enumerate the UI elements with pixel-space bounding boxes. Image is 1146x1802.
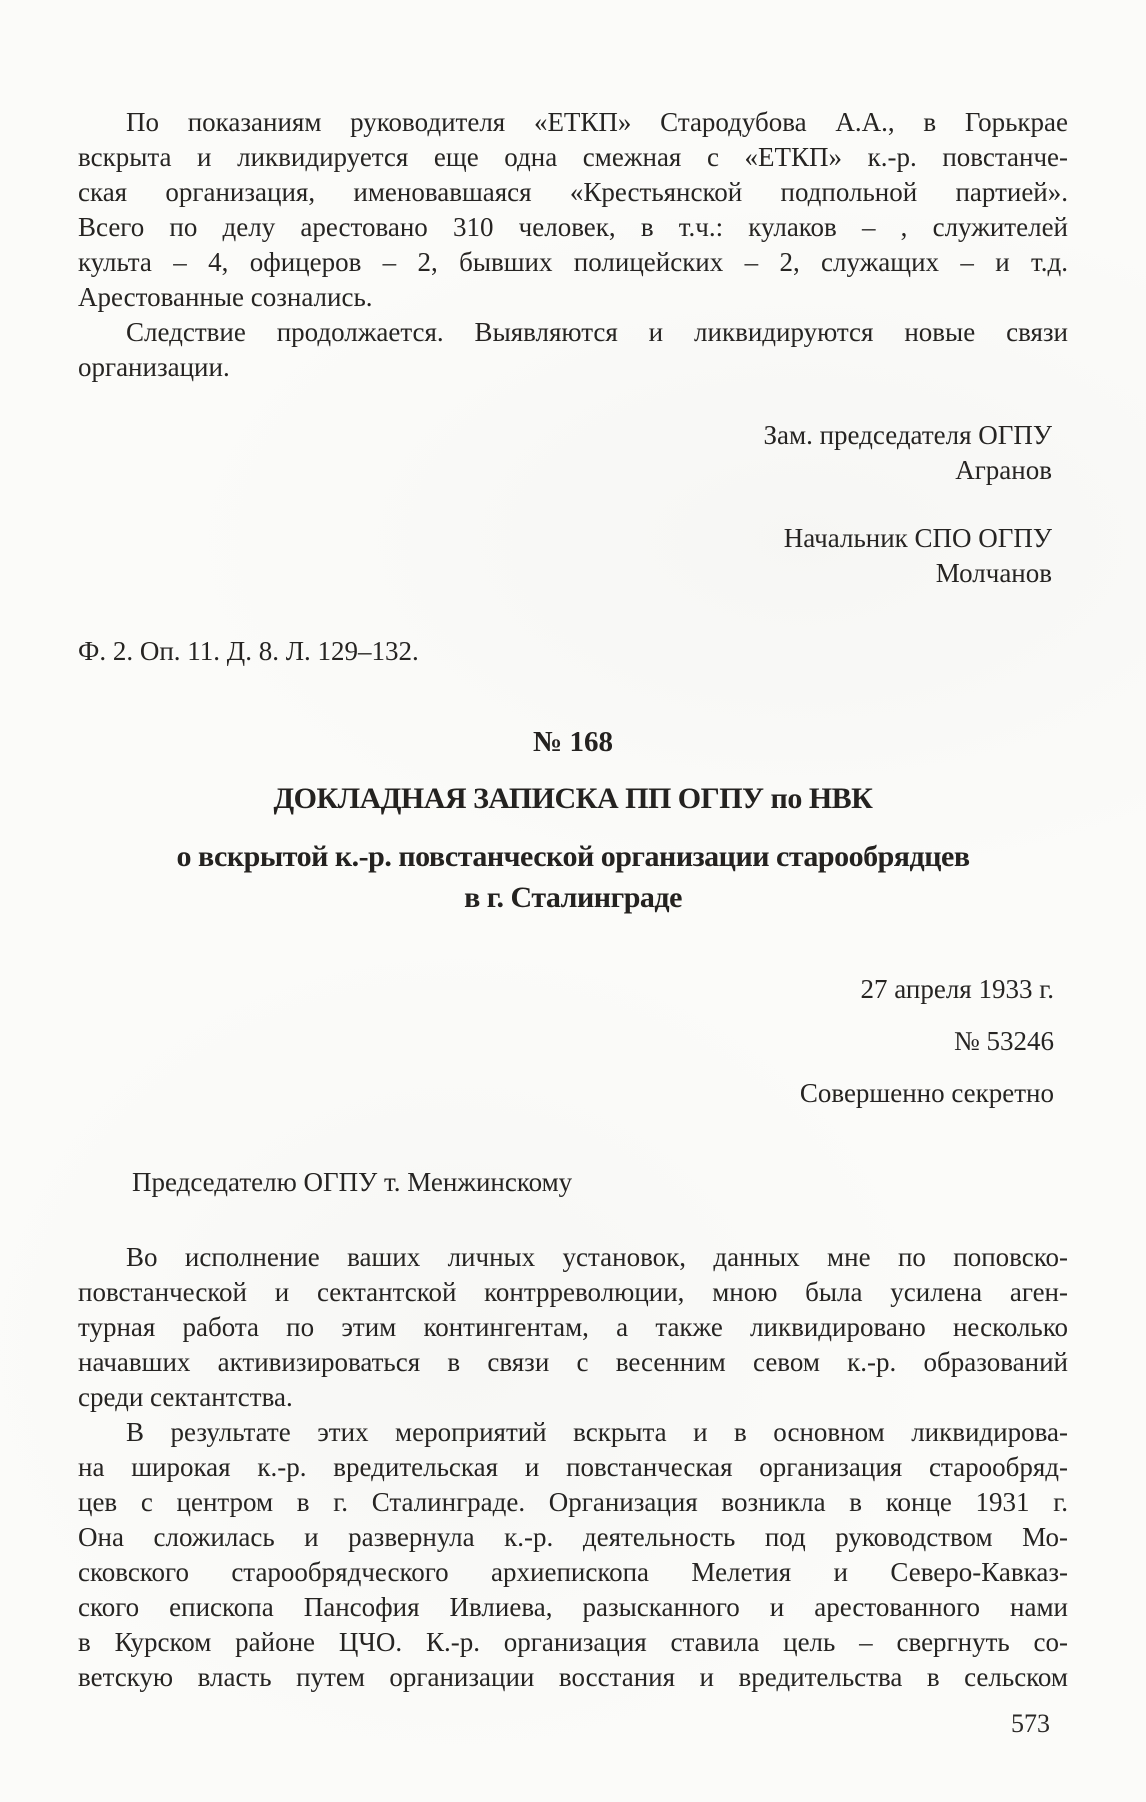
text-line: Во исполнение ваших личных установок, данных мне по поповско- [126, 1242, 1068, 1272]
document-heading [78, 722, 1068, 918]
signer-title: Начальник СПО ОГПУ [783, 523, 1052, 553]
signature-block [78, 418, 1068, 591]
document-body [78, 1240, 1068, 1695]
text-line: в Курском районе ЦЧО. К.-р. организация ставила цель – свергнуть со- [78, 1627, 1068, 1657]
paragraph [78, 105, 1068, 315]
signature-group [78, 521, 1052, 591]
signer-name: Молчанов [935, 558, 1052, 588]
paragraph [78, 1415, 1068, 1695]
document-number: № 53246 [953, 1026, 1054, 1056]
text-line: ская организация, именовавшаяся «Крестьянской подпольной партией». [78, 177, 1068, 207]
text-line: вскрыта и ликвидируется еще одна смежная с «ЕТКП» к.-р. повстанче- [78, 142, 1068, 172]
page-number: 573 [1011, 1709, 1050, 1738]
document-subtitle [78, 836, 1068, 918]
text-line: повстанческой и сектантской контрреволюции, мною была усилена аген- [78, 1277, 1068, 1307]
text-line: Следствие продолжается. Выявляются и ликвидируются новые связи [126, 317, 1068, 347]
text-line: турная работа по этим контингентам, а также ликвидировано несколько [78, 1312, 1068, 1342]
text-line: о вскрытой к.-р. повстанческой организации старообрядцев [176, 840, 970, 873]
text-line: цев с центром в г. Сталинграде. Организация возникла в конце 1931 г. [78, 1487, 1068, 1517]
preceding-document-text [78, 105, 1068, 385]
text-line: организации. [78, 352, 230, 382]
text-line: В результате этих мероприятий вскрыта и в основном ликвидирова- [126, 1417, 1068, 1447]
text-line: культа – 4, офицеров – 2, бывших полицейских – 2, служащих – и т.д. [78, 247, 1068, 277]
text-line: на широкая к.-р. вредительская и повстанческая организация старообряд- [78, 1452, 1068, 1482]
signature-group [78, 418, 1052, 488]
text-line: в г. Сталинграде [464, 881, 682, 914]
paragraph [78, 315, 1068, 385]
text-line: сковского старообрядческого архиепископа Мелетия и Северо-Кавказ- [78, 1557, 1068, 1587]
text-line: Арестованные сознались. [78, 282, 373, 312]
archive-reference: Ф. 2. Оп. 11. Д. 8. Л. 129–132. [78, 636, 419, 666]
document-meta-block [78, 972, 1068, 1128]
classification-label: Совершенно секретно [799, 1078, 1054, 1108]
signer-name: Агранов [955, 455, 1052, 485]
text-line: По показаниям руководителя «ЕТКП» Стародубова А.А., в Горькрае [126, 107, 1068, 137]
text-line: среди сектантства. [78, 1382, 293, 1412]
paragraph [78, 1240, 1068, 1415]
text-line: Она сложилась и развернула к.-р. деятельность под руководством Мо- [78, 1522, 1068, 1552]
text-line: ского епископа Пансофия Ивлиева, разысканного и арестованного нами [78, 1592, 1068, 1622]
text-line: Всего по делу арестовано 310 человек, в т.ч.: кулаков – , служителей [78, 212, 1068, 242]
document-date: 27 апреля 1933 г. [860, 974, 1054, 1004]
document-number-heading: № 168 [533, 726, 613, 758]
signer-title: Зам. председателя ОГПУ [763, 420, 1052, 450]
addressee: Председателю ОГПУ т. Менжинскому [132, 1167, 573, 1197]
document-title: ДОКЛАДНАЯ ЗАПИСКА ПП ОГПУ по НВК [273, 782, 873, 815]
text-line: ветскую власть путем организации восстания и вредительства в сельском [78, 1662, 1068, 1692]
text-line: начавших активизироваться в связи с весенним севом к.-р. образований [78, 1347, 1068, 1377]
